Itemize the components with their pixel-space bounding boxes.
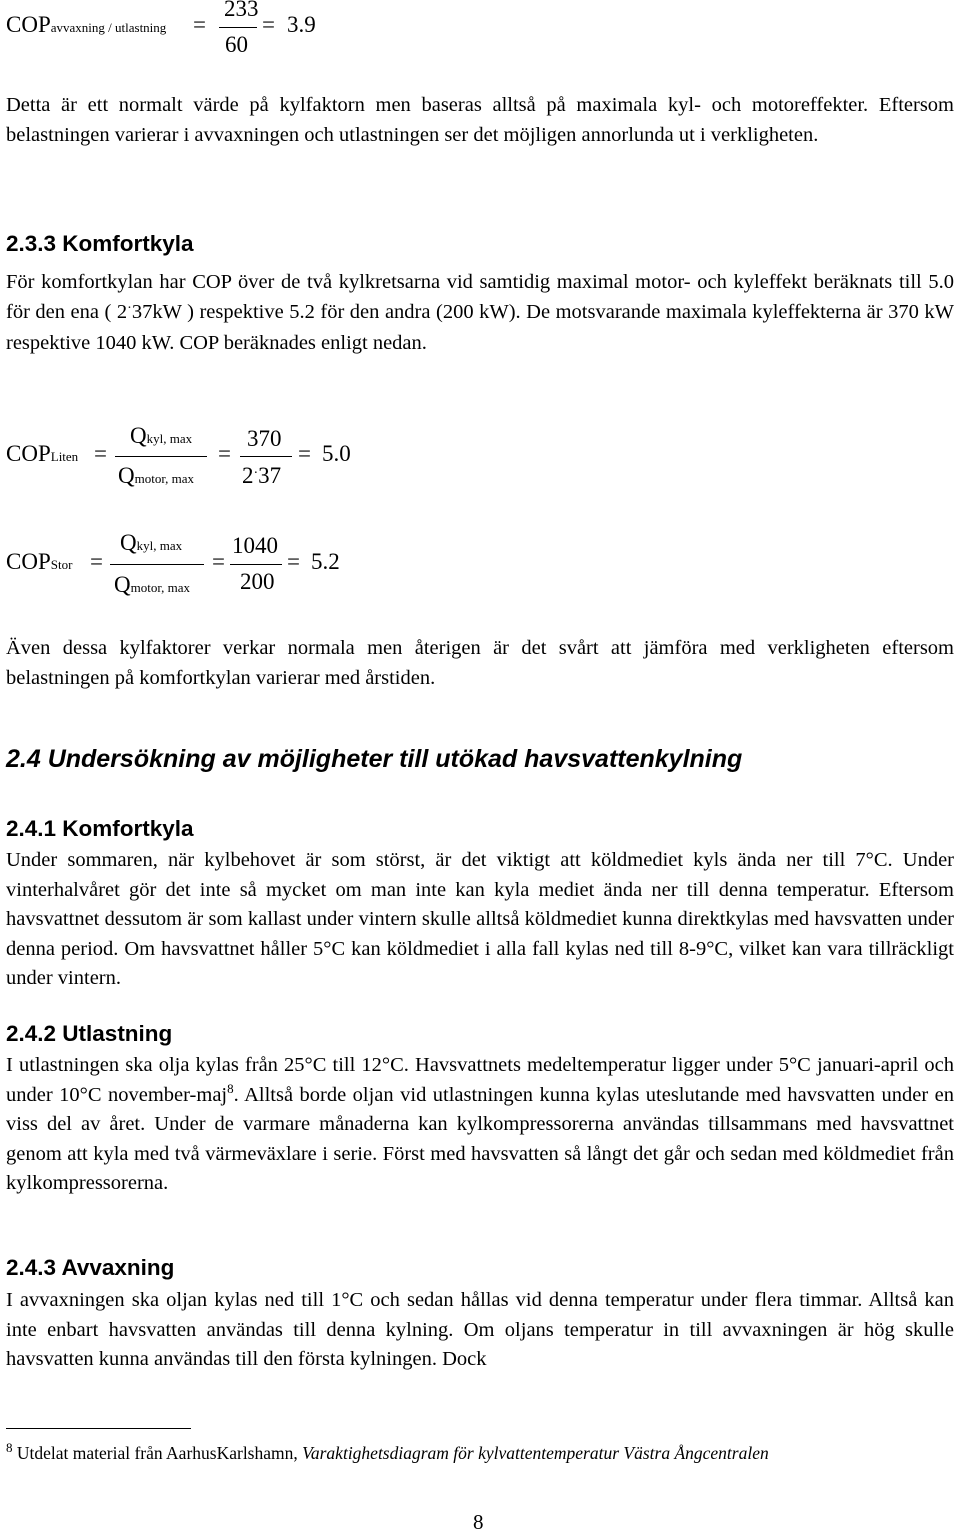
paragraph: Detta är ett normalt värde på kylfaktorn men baseras alltså på maximala kyl- och motoreffekter. Eftersom belastningen varierar i avvaxningen och utlastningen ser det möjligen annorlunda ut i verkligheten. xyxy=(6,94,954,146)
eq-equals: = xyxy=(218,441,231,466)
eq-result: 5.0 xyxy=(322,441,351,466)
section-heading-2-4-3: 2.4.3 Avvaxning xyxy=(6,1255,175,1280)
fraction-bar xyxy=(110,564,204,565)
paragraph: Under sommaren, när kylbehovet är som störst, är det viktigt att köldmediet kyls ända ner till 7°C. Under vinterhalvåret gör det inte så mycket om man inte kan kyla mediet ända ner till denna temperatur. Eftersom havsvattnet dessutom är som kallast under vintern skulle alltså köldmediet kunna direktkylas med havsvatten under denna period. Om havsvattnet håller 5°C kan köldmediet i alla fall kylas ned till 8-9°C, vilket kan vara tillräckligt under vintern. xyxy=(6,849,954,989)
eq-equals: = xyxy=(193,12,206,37)
fraction-bar xyxy=(240,456,292,457)
footnote-divider xyxy=(6,1428,191,1429)
eq-equals: = xyxy=(94,441,107,466)
eq-equals: = xyxy=(212,549,225,574)
footnote: $^8$ Utdelat material från AarhusKarlshamn, Varaktighetsdiagram för kylvattentemperatur Västra Ångcentralen xyxy=(6,1440,769,1463)
eq-numerator: Qkyl, max xyxy=(130,423,193,448)
fraction-bar xyxy=(115,456,207,457)
fraction-bar xyxy=(230,564,282,565)
eq-numerator-value: 370 xyxy=(247,426,282,451)
eq-numerator: 233 xyxy=(224,0,259,21)
eq-numerator: Qkyl, max xyxy=(120,530,183,555)
section-heading-2-4: 2.4 Undersökning av möjligheter till utökad havsvattenkylning xyxy=(6,745,743,773)
eq-denominator: Qmotor, max xyxy=(114,572,191,597)
eq-lhs: COPavvaxning / utlastning xyxy=(6,12,167,37)
section-heading-2-4-1: 2.4.1 Komfortkyla xyxy=(6,816,194,841)
eq-denominator: Qmotor, max xyxy=(118,463,195,488)
fraction-bar xyxy=(219,27,257,28)
eq-numerator-value: 1040 xyxy=(232,533,278,558)
paragraph: I utlastningen ska olja kylas från 25°C till 12°C. Havsvattnets medeltemperatur ligger under 5°C januari-april och under 10°C november-maj$^8$. Alltså borde oljan vid utlastningen kunna kylas uteslutande med havsvatten under en viss del av året. Under de varmare månaderna kan kylkompressorerna användas tillsammans med havsvattnet genom att kyla med två värmeväxlare i serie. Först med havsvatten så långt det går och sedan med köldmediet från kylkompressorerna. xyxy=(6,1054,954,1194)
paragraph: För komfortkylan har COP över de två kylkretsarna vid samtidig maximal motor- och kyleffekt beräknats till 5.0 för den ena ( 2·37kW ) respektive 5.2 för den andra (200 kW). De motsvarande maximala kyleffekterna är 370 kW respektive 1040 kW. COP beräknades enligt nedan. xyxy=(6,271,955,354)
eq-equals: = xyxy=(262,12,275,37)
section-heading-2-4-2: 2.4.2 Utlastning xyxy=(6,1021,173,1046)
section-heading-2-3-3: 2.3.3 Komfortkyla xyxy=(6,231,194,256)
paragraph: Även dessa kylfaktorer verkar normala men återigen är det svårt att jämföra med verkligheten eftersom belastningen på komfortkylan varierar med årstiden. xyxy=(6,637,954,689)
eq-denominator-value: 2·37 xyxy=(242,463,282,488)
eq-equals: = xyxy=(298,441,311,466)
eq-denominator: 60 xyxy=(225,32,248,57)
eq-lhs: COPStor xyxy=(6,549,73,574)
eq-result: 5.2 xyxy=(311,549,340,574)
paragraph: I avvaxningen ska oljan kylas ned till 1°C och sedan hållas vid denna temperatur under flera timmar. Alltså kan inte enbart havsvatten användas till denna kylning. Om oljans temperatur in till avvaxningen är hög skulle havsvatten kunna användas till den första kylningen. Dock xyxy=(6,1289,954,1370)
eq-result: 3.9 xyxy=(287,12,316,37)
eq-denominator-value: 200 xyxy=(240,569,275,594)
page-number: 8 xyxy=(473,1510,484,1534)
footnote-reference[interactable]: 8 xyxy=(227,1080,234,1096)
eq-lhs: COPLiten xyxy=(6,441,79,466)
eq-equals: = xyxy=(90,549,103,574)
eq-equals: = xyxy=(287,549,300,574)
